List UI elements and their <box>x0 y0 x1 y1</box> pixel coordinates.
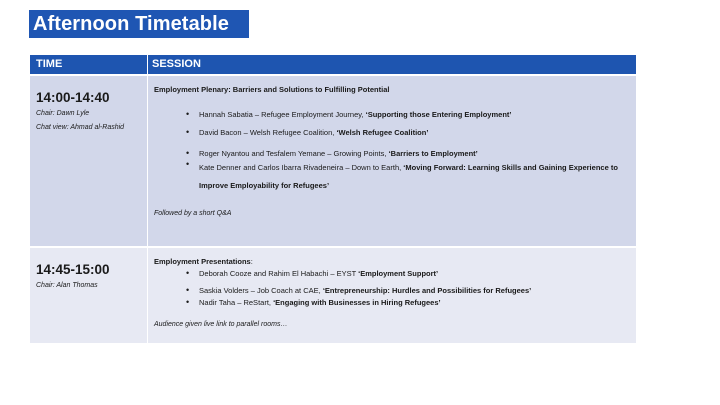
table-header <box>30 55 636 74</box>
list-item: • David Bacon – Welsh Refugee Coalition, ‘Welsh Refugee Coalition’ <box>186 127 429 137</box>
header-session: SESSION <box>152 58 201 70</box>
bullet-icon: • <box>186 159 190 169</box>
session-cell <box>148 248 636 343</box>
bullet-icon: • <box>186 127 190 137</box>
session-note: Followed by a short Q&A <box>154 210 232 217</box>
table-row <box>30 76 636 246</box>
chair-label: Chair: Dawn Lyle <box>36 110 90 117</box>
timetable <box>30 55 636 343</box>
time-cell <box>30 248 148 343</box>
header-time: TIME <box>30 55 148 74</box>
list-item: • Roger Nyantou and Tesfalem Yemane – Growing Points, ‘Barriers to Employment’ <box>186 148 478 158</box>
session-cell <box>148 76 636 246</box>
list-item: • Deborah Cooze and Rahim El Habachi – EYST ‘Employment Support’ <box>186 268 439 278</box>
bullet-icon: • <box>186 268 190 278</box>
chair-label: Chair: Alan Thomas <box>36 282 98 289</box>
bullet-icon: • <box>186 285 190 295</box>
list-item: • Kate Denner and Carlos Ibarra Rivadeneira – Down to Earth, ‘Moving Forward: Learning Skills and Gaining Experience to Improve Employability for Refugees’ <box>186 159 618 190</box>
page-title: Afternoon Timetable <box>29 10 249 38</box>
list-item: • Hannah Sabatia – Refugee Employment Journey, ‘Supporting those Entering Employment’ <box>186 109 512 119</box>
table-row <box>30 246 636 343</box>
session-note: Audience given live link to parallel rooms… <box>154 321 288 328</box>
session-time: 14:00-14:40 <box>36 90 110 105</box>
list-item: • Nadir Taha – ReStart, ‘Engaging with Businesses in Hiring Refugees’ <box>186 297 441 307</box>
session-heading: Employment Presentations: <box>154 257 253 266</box>
bullet-icon: • <box>186 148 190 158</box>
bullet-icon: • <box>186 297 190 307</box>
session-heading: Employment Plenary: Barriers and Solutions to Fulfilling Potential <box>154 85 390 94</box>
bullet-icon: • <box>186 109 190 119</box>
session-time: 14:45-15:00 <box>36 262 110 277</box>
time-cell <box>30 76 148 246</box>
chat-label: Chat view: Ahmad al-Rashid <box>36 124 125 131</box>
list-item: • Saskia Volders – Job Coach at CAE, ‘Entrepreneurship: Hurdles and Possibilities for Refugees’ <box>186 285 532 295</box>
